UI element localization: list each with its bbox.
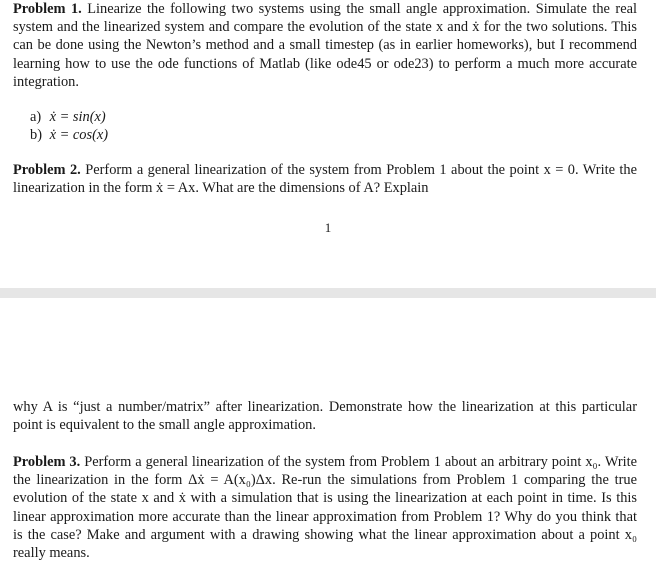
list-item-label: b)	[30, 127, 42, 143]
equation-b: ẋ = cos(x)	[49, 127, 109, 143]
problem-2-paragraph	[13, 161, 637, 197]
problem-2-continuation: why A is “just a number/matrix” after linearization. Demonstrate how the linearization at this particular point is equivalent to the small angle approximation.	[13, 399, 637, 434]
problem-2-body: Perform a general linearization of the system from Problem 1 about the point x = 0. Write the linearization in the form ẋ = Ax. What are the dimensions of A? Explain	[13, 162, 637, 197]
page-2	[0, 298, 656, 587]
list-item-label: a)	[30, 109, 42, 125]
problem-1-body: Linearize the following two systems using the small angle approximation. Simulate the real system and the linearized system and compare the evolution of the state x and ẋ for the two solutions. This can be done using the Newton’s method and a small timestep (as in earlier homeworks), but I recommend learning how to use the ode functions of Matlab (like ode45 or ode23) to perform a much more accurate integration.	[13, 1, 637, 90]
problem-3-body: Perform a general linearization of the system from Problem 1 about an arbitrary point x₀. Write the linearization in the form Δẋ = A(x₀)Δx. Re-run the simulations from Problem 1 comparing the true evolution of the state x and ẋ with a simulation that is using the linearization at each point in time. Is this linear approximation more accurate than the linear approximation from Problem 1? Why do you think that is the case? Make and argument with a drawing showing what the linear approximation about a point x₀ really means.	[13, 454, 637, 562]
page-1	[0, 0, 656, 288]
page-separator	[0, 288, 656, 298]
problem-3-paragraph	[13, 453, 637, 562]
problem-2-heading: Problem 2.	[13, 162, 81, 178]
equation-a: ẋ = sin(x)	[49, 109, 106, 125]
list-item-a	[30, 108, 106, 126]
problem-1-paragraph	[13, 0, 637, 91]
page-number: 1	[324, 220, 332, 235]
problem-1-heading: Problem 1.	[13, 1, 82, 17]
problem-3-heading: Problem 3.	[13, 454, 81, 470]
list-item-b	[30, 126, 108, 144]
